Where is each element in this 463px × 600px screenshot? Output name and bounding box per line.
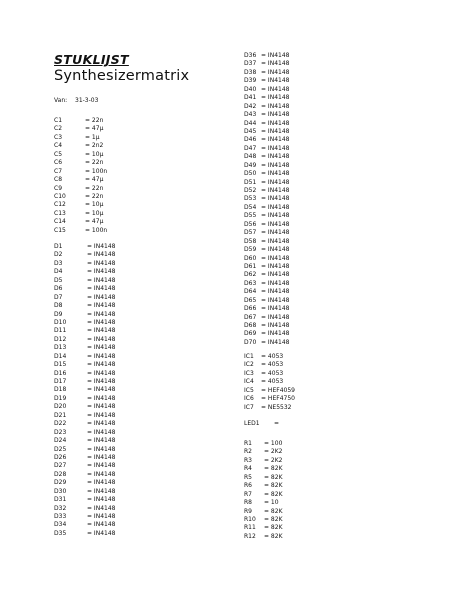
part-ref: C5 [54,150,63,158]
part-value: = 2n2 [85,142,104,150]
part-value: = [274,420,280,427]
part-value: = IN4148 [261,279,290,287]
part-ref: D60 [244,254,257,262]
part-ref: D1 [54,243,63,250]
part-value: = IN4148 [87,437,116,445]
part-value: = IN4148 [261,288,290,296]
part-ref: D15 [54,361,67,369]
part-ref: D16 [54,369,67,377]
part-ref: R1 [244,440,252,447]
date-row [54,97,174,105]
part-ref: D9 [54,310,63,318]
part-value: = IN4148 [87,403,116,411]
part-ref: C13 [54,209,66,217]
part-value: = IN4148 [261,220,290,228]
part-value: = IN4148 [87,361,116,369]
part-value: = IN4148 [87,420,116,428]
part-ref: D53 [244,195,257,203]
part-value: = 10µ [85,150,104,158]
part-value: = IN4148 [87,243,116,250]
part-value: = IN4148 [261,330,290,338]
part-value: = 82K [264,465,283,473]
part-ref: D42 [244,102,257,110]
part-value: = IN4148 [261,52,290,59]
part-value: = IN4148 [87,276,116,284]
part-ref: C8 [54,176,63,184]
part-value: = 100n [85,226,108,234]
date-label: Van: [54,97,68,104]
part-ref: D17 [54,378,67,385]
part-value: = IN4148 [87,453,116,461]
part-value: = IN4148 [87,479,116,487]
part-ref: D24 [54,437,67,445]
part-ref: D69 [244,330,257,338]
part-ref: D70 [244,338,257,346]
part-value: = IN4148 [87,369,116,377]
part-ref: IC5 [244,386,254,394]
part-value: = IN4148 [261,170,290,178]
part-value: = IN4148 [87,504,116,512]
part-ref: D39 [244,77,257,85]
part-ref: D27 [54,462,67,470]
part-value: = IN4148 [261,85,290,93]
part-value: = IN4148 [87,428,116,436]
part-value: = 100n [85,167,108,175]
part-ref: R8 [244,499,252,507]
part-ref: D56 [244,220,257,228]
part-value: = 10 [264,499,279,507]
part-value: = 4053 [261,378,284,386]
part-value: = IN4148 [261,262,290,270]
part-ref: D49 [244,161,257,169]
part-ref: D50 [244,170,257,178]
part-ref: D19 [54,394,67,402]
date-value: 31-3-03 [75,97,99,104]
part-ref: C10 [54,192,66,200]
part-ref: C7 [54,167,63,175]
part-ref: D67 [244,313,257,321]
part-ref: R9 [244,507,252,515]
part-value: = IN4148 [261,203,290,211]
part-value: = 10µ [85,209,104,217]
part-ref: D66 [244,305,257,313]
part-ref: D65 [244,296,257,304]
part-value: = IN4148 [87,487,116,495]
part-ref: D62 [244,271,257,279]
part-value: = 82K [264,524,283,532]
part-ref: D10 [54,318,67,326]
part-value: = 100 [264,440,283,447]
part-ref: D58 [244,237,257,245]
part-ref: D41 [244,94,257,102]
part-ref: D68 [244,322,257,329]
part-ref: C1 [54,117,63,124]
part-value: = IN4148 [87,394,116,402]
part-value: = IN4148 [87,344,116,352]
part-value: = IN4148 [261,229,290,237]
part-value: = IN4148 [261,136,290,144]
part-value: = 4053 [261,361,284,369]
part-value: = IN4148 [261,77,290,85]
part-ref: D54 [244,203,257,211]
part-value: = IN4148 [261,68,290,76]
part-ref: R7 [244,490,252,498]
part-ref: D11 [54,327,67,335]
part-ref: D6 [54,285,63,293]
part-ref: IC3 [244,369,254,377]
part-value: = 22n [85,192,104,200]
part-ref: D2 [54,251,63,259]
part-value: = HEF4750 [261,395,295,403]
part-value: = IN4148 [261,254,290,262]
part-value: = IN4148 [87,251,116,259]
part-ref: D38 [244,68,257,76]
part-value: = IN4148 [261,161,290,169]
part-ref: D29 [54,479,67,487]
part-ref: D44 [244,119,257,127]
part-ref: R2 [244,448,252,456]
part-ref: D40 [244,85,257,93]
part-value: = IN4148 [87,513,116,520]
part-value: = IN4148 [261,178,290,186]
part-ref: D36 [244,52,257,59]
part-value: = 82K [264,482,283,490]
part-ref: D23 [54,428,67,436]
part-value: = IN4148 [261,60,290,68]
part-ref: D55 [244,212,257,220]
part-ref: D33 [54,513,67,520]
part-ref: D59 [244,246,257,254]
part-ref: D20 [54,403,67,411]
part-ref: C15 [54,226,66,234]
part-ref: D52 [244,187,257,194]
part-ref: D7 [54,293,63,301]
part-ref: D28 [54,470,67,478]
part-value: = IN4148 [261,322,290,329]
part-ref: R11 [244,524,256,532]
part-ref: C4 [54,142,63,150]
part-ref: D12 [54,335,67,343]
part-ref: IC6 [244,395,254,403]
part-value: = IN4148 [261,313,290,321]
part-ref: D46 [244,136,257,144]
part-ref: D22 [54,420,67,428]
part-value: = 4053 [261,369,284,377]
part-ref: D14 [54,352,67,360]
part-ref: C2 [54,125,63,133]
part-value: = IN4148 [87,318,116,326]
part-value: = 47µ [85,176,104,184]
part-ref: D4 [54,268,63,276]
part-ref: C12 [54,201,66,209]
part-value: = 82K [264,507,283,515]
part-value: = IN4148 [87,302,116,310]
part-ref: R12 [244,532,256,540]
part-value: = IN4148 [261,94,290,102]
part-value: = 2K2 [264,456,283,464]
part-value: = IN4148 [87,268,116,276]
part-ref: D64 [244,288,257,296]
part-value: = HEF4059 [261,386,295,394]
part-value: = 2K2 [264,448,283,456]
part-value: = 22n [85,184,104,192]
part-ref: D43 [244,111,257,119]
part-value: = IN4148 [87,293,116,301]
part-value: = IN4148 [87,285,116,293]
part-value: = IN4148 [261,195,290,203]
part-ref: D45 [244,127,257,135]
part-value: = 22n [85,159,104,167]
page-subtitle: Synthesizermatrix [54,68,190,84]
part-value: = IN4148 [87,411,116,419]
part-value: = IN4148 [261,187,290,194]
part-value: = IN4148 [87,529,116,537]
part-value: = 47µ [85,218,104,226]
part-value: = IN4148 [261,153,290,161]
part-ref: D5 [54,276,63,284]
part-value: = IN4148 [261,305,290,313]
part-ref: D35 [54,529,67,537]
part-ref: C3 [54,133,63,141]
part-value: = IN4148 [87,310,116,318]
part-ref: D48 [244,153,257,161]
part-value: = IN4148 [87,378,116,385]
part-ref: IC1 [244,353,254,360]
part-value: = IN4148 [87,259,116,267]
part-ref: D61 [244,262,257,270]
part-value: = IN4148 [87,496,116,504]
part-value: = IN4148 [261,111,290,119]
part-ref: D47 [244,144,257,152]
part-value: = 47µ [85,125,104,133]
part-value: = IN4148 [87,521,116,529]
part-ref: IC2 [244,361,254,369]
part-value: = IN4148 [261,338,290,346]
part-value: = 82K [264,515,283,523]
part-ref: R4 [244,465,252,473]
part-value: = IN4148 [261,144,290,152]
part-ref: D30 [54,487,67,495]
part-value: = IN4148 [87,327,116,335]
part-ref: R6 [244,482,252,490]
part-ref: R5 [244,473,252,481]
part-value: = IN4148 [261,237,290,245]
part-value: = IN4148 [87,470,116,478]
part-value: = IN4148 [87,462,116,470]
part-value: = IN4148 [261,119,290,127]
part-value: = IN4148 [261,127,290,135]
part-ref: IC7 [244,403,254,411]
part-ref: LED1 [244,420,260,427]
part-ref: C6 [54,159,63,167]
part-ref: D63 [244,279,257,287]
part-value: = IN4148 [87,335,116,343]
part-value: = 82K [264,532,283,540]
part-ref: D37 [244,60,257,68]
part-value: = IN4148 [261,246,290,254]
part-ref: R10 [244,515,256,523]
part-value: = 82K [264,473,283,481]
part-ref: D26 [54,453,67,461]
part-value: = 22n [85,117,104,124]
part-value: = 4053 [261,353,284,360]
part-ref: D8 [54,302,63,310]
part-ref: D25 [54,445,67,453]
part-value: = 10µ [85,201,104,209]
part-ref: D3 [54,259,63,267]
part-value: = 82K [264,490,283,498]
part-ref: D32 [54,504,67,512]
part-value: = NE5532 [261,403,292,411]
part-ref: C14 [54,218,66,226]
part-ref: D18 [54,386,67,394]
part-ref: D34 [54,521,67,529]
part-ref: D31 [54,496,67,504]
part-ref: IC4 [244,378,254,386]
part-ref: D51 [244,178,257,186]
part-value: = IN4148 [87,445,116,453]
part-value: = IN4148 [261,212,290,220]
part-ref: D13 [54,344,67,352]
part-ref: R3 [244,456,252,464]
part-value: = IN4148 [261,296,290,304]
part-ref: D57 [244,229,257,237]
part-value: = IN4148 [261,102,290,110]
part-value: = IN4148 [261,271,290,279]
part-value: = 1µ [85,133,100,141]
page-title: STUKLIJST [54,52,129,67]
part-value: = IN4148 [87,386,116,394]
part-ref: D21 [54,411,67,419]
part-value: = IN4148 [87,352,116,360]
part-ref: C9 [54,184,63,192]
